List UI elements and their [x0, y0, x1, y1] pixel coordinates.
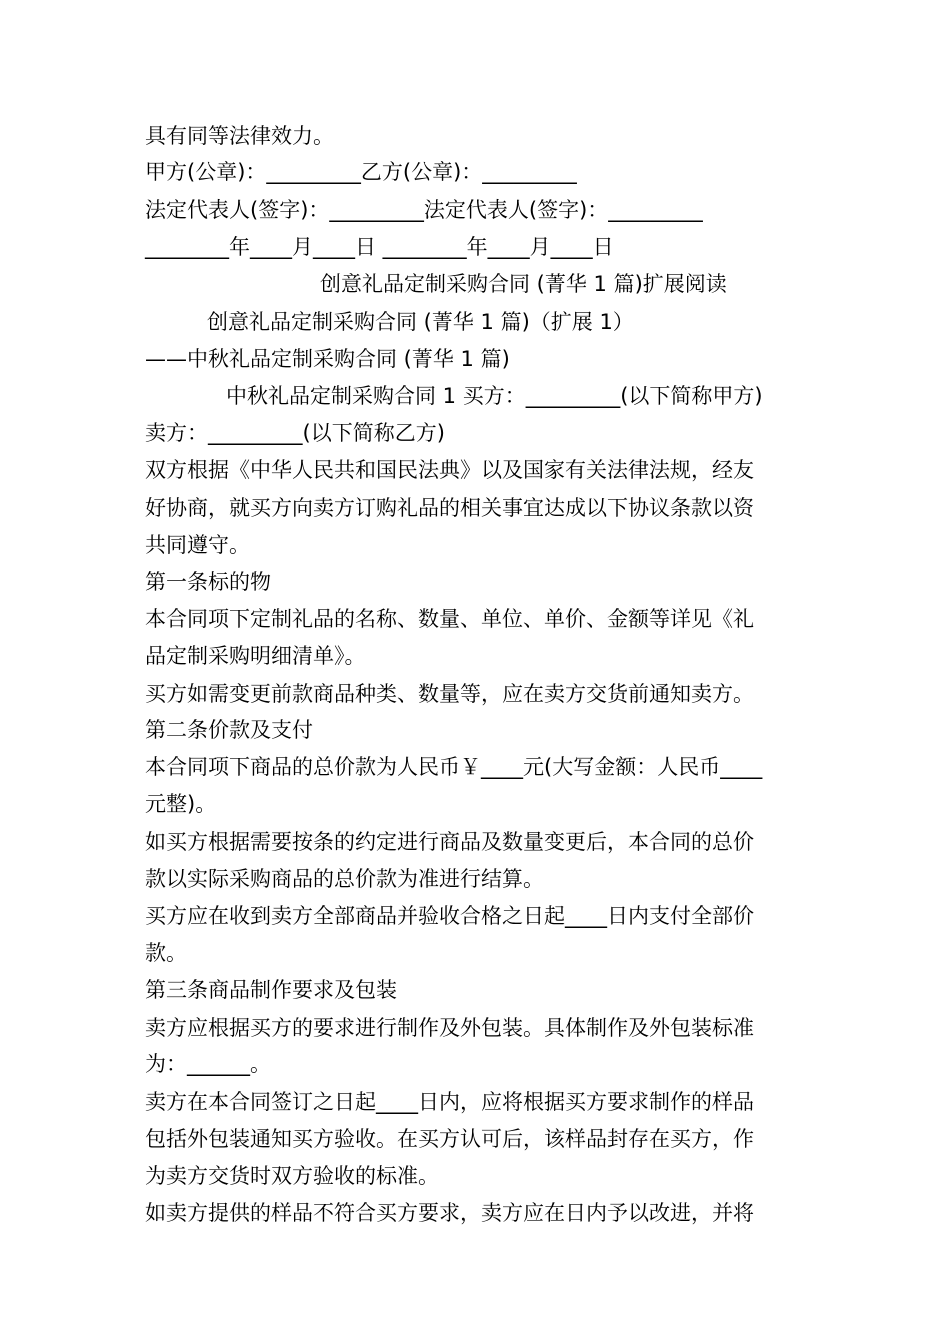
paragraph-line: 买方如需变更前款商品种类、数量等，应在卖方交货前通知卖方。	[145, 682, 754, 706]
contract-title-buyer: 中秋礼品定制采购合同 1 买方：_________(以下简称甲方)	[226, 384, 763, 408]
paragraph-line: 卖方在本合同签订之日起____日内，应将根据买方要求制作的样品	[145, 1090, 754, 1114]
seller-line: 卖方：_________(以下简称乙方)	[145, 421, 445, 445]
section-heading: 创意礼品定制采购合同 (菁华 1 篇)扩展阅读	[320, 272, 727, 296]
paragraph-line: 本合同项下定制礼品的名称、数量、单位、单价、金额等详见《礼	[145, 607, 754, 631]
article-heading: 第一条标的物	[145, 570, 271, 594]
date-line: ________年____月____日 ________年____月____日	[145, 235, 614, 259]
article-heading: 第三条商品制作要求及包装	[145, 978, 397, 1002]
paragraph-line: 买方应在收到卖方全部商品并验收合格之日起____日内支付全部价	[145, 904, 754, 928]
paragraph-line: 本合同项下商品的总价款为人民币￥____元(大写金额：人民币____	[145, 755, 763, 779]
paragraph-line: 款以实际采购商品的总价款为准进行结算。	[145, 867, 544, 891]
paragraph-line: 款。	[145, 941, 187, 965]
signature-line-seal: 甲方(公章)：_________乙方(公章)：_________	[145, 160, 577, 184]
paragraph-line: 为卖方交货时双方验收的标准。	[145, 1164, 439, 1188]
paragraph-line: 为：______。	[145, 1052, 271, 1076]
extension-subheading: ——中秋礼品定制采购合同 (菁华 1 篇)	[145, 347, 510, 371]
extension-heading: 创意礼品定制采购合同 (菁华 1 篇)（扩展 1）	[207, 310, 634, 334]
paragraph-line: 品定制采购明细清单》。	[145, 644, 366, 668]
paragraph-line: 包括外包装通知买方验收。在买方认可后，该样品封存在买方，作	[145, 1127, 754, 1151]
signature-line-representative: 法定代表人(签字)：_________法定代表人(签字)：_________	[145, 198, 703, 222]
paragraph-line: 卖方应根据买方的要求进行制作及外包装。具体制作及外包装标准	[145, 1016, 754, 1040]
paragraph-line: 双方根据《中华人民共和国民法典》以及国家有关法律法规，经友	[145, 458, 754, 482]
paragraph-line: 如买方根据需要按条的约定进行商品及数量变更后，本合同的总价	[145, 830, 754, 854]
paragraph-line: 元整)。	[145, 792, 217, 816]
article-heading: 第二条价款及支付	[145, 718, 313, 742]
paragraph-line: 好协商，就买方向卖方订购礼品的相关事宜达成以下协议条款以资	[145, 496, 754, 520]
paragraph-line: 如卖方提供的样品不符合买方要求，卖方应在日内予以改进，并将	[145, 1201, 754, 1225]
text-line: 具有同等法律效力。	[145, 124, 334, 148]
paragraph-line: 共同遵守。	[145, 533, 250, 557]
